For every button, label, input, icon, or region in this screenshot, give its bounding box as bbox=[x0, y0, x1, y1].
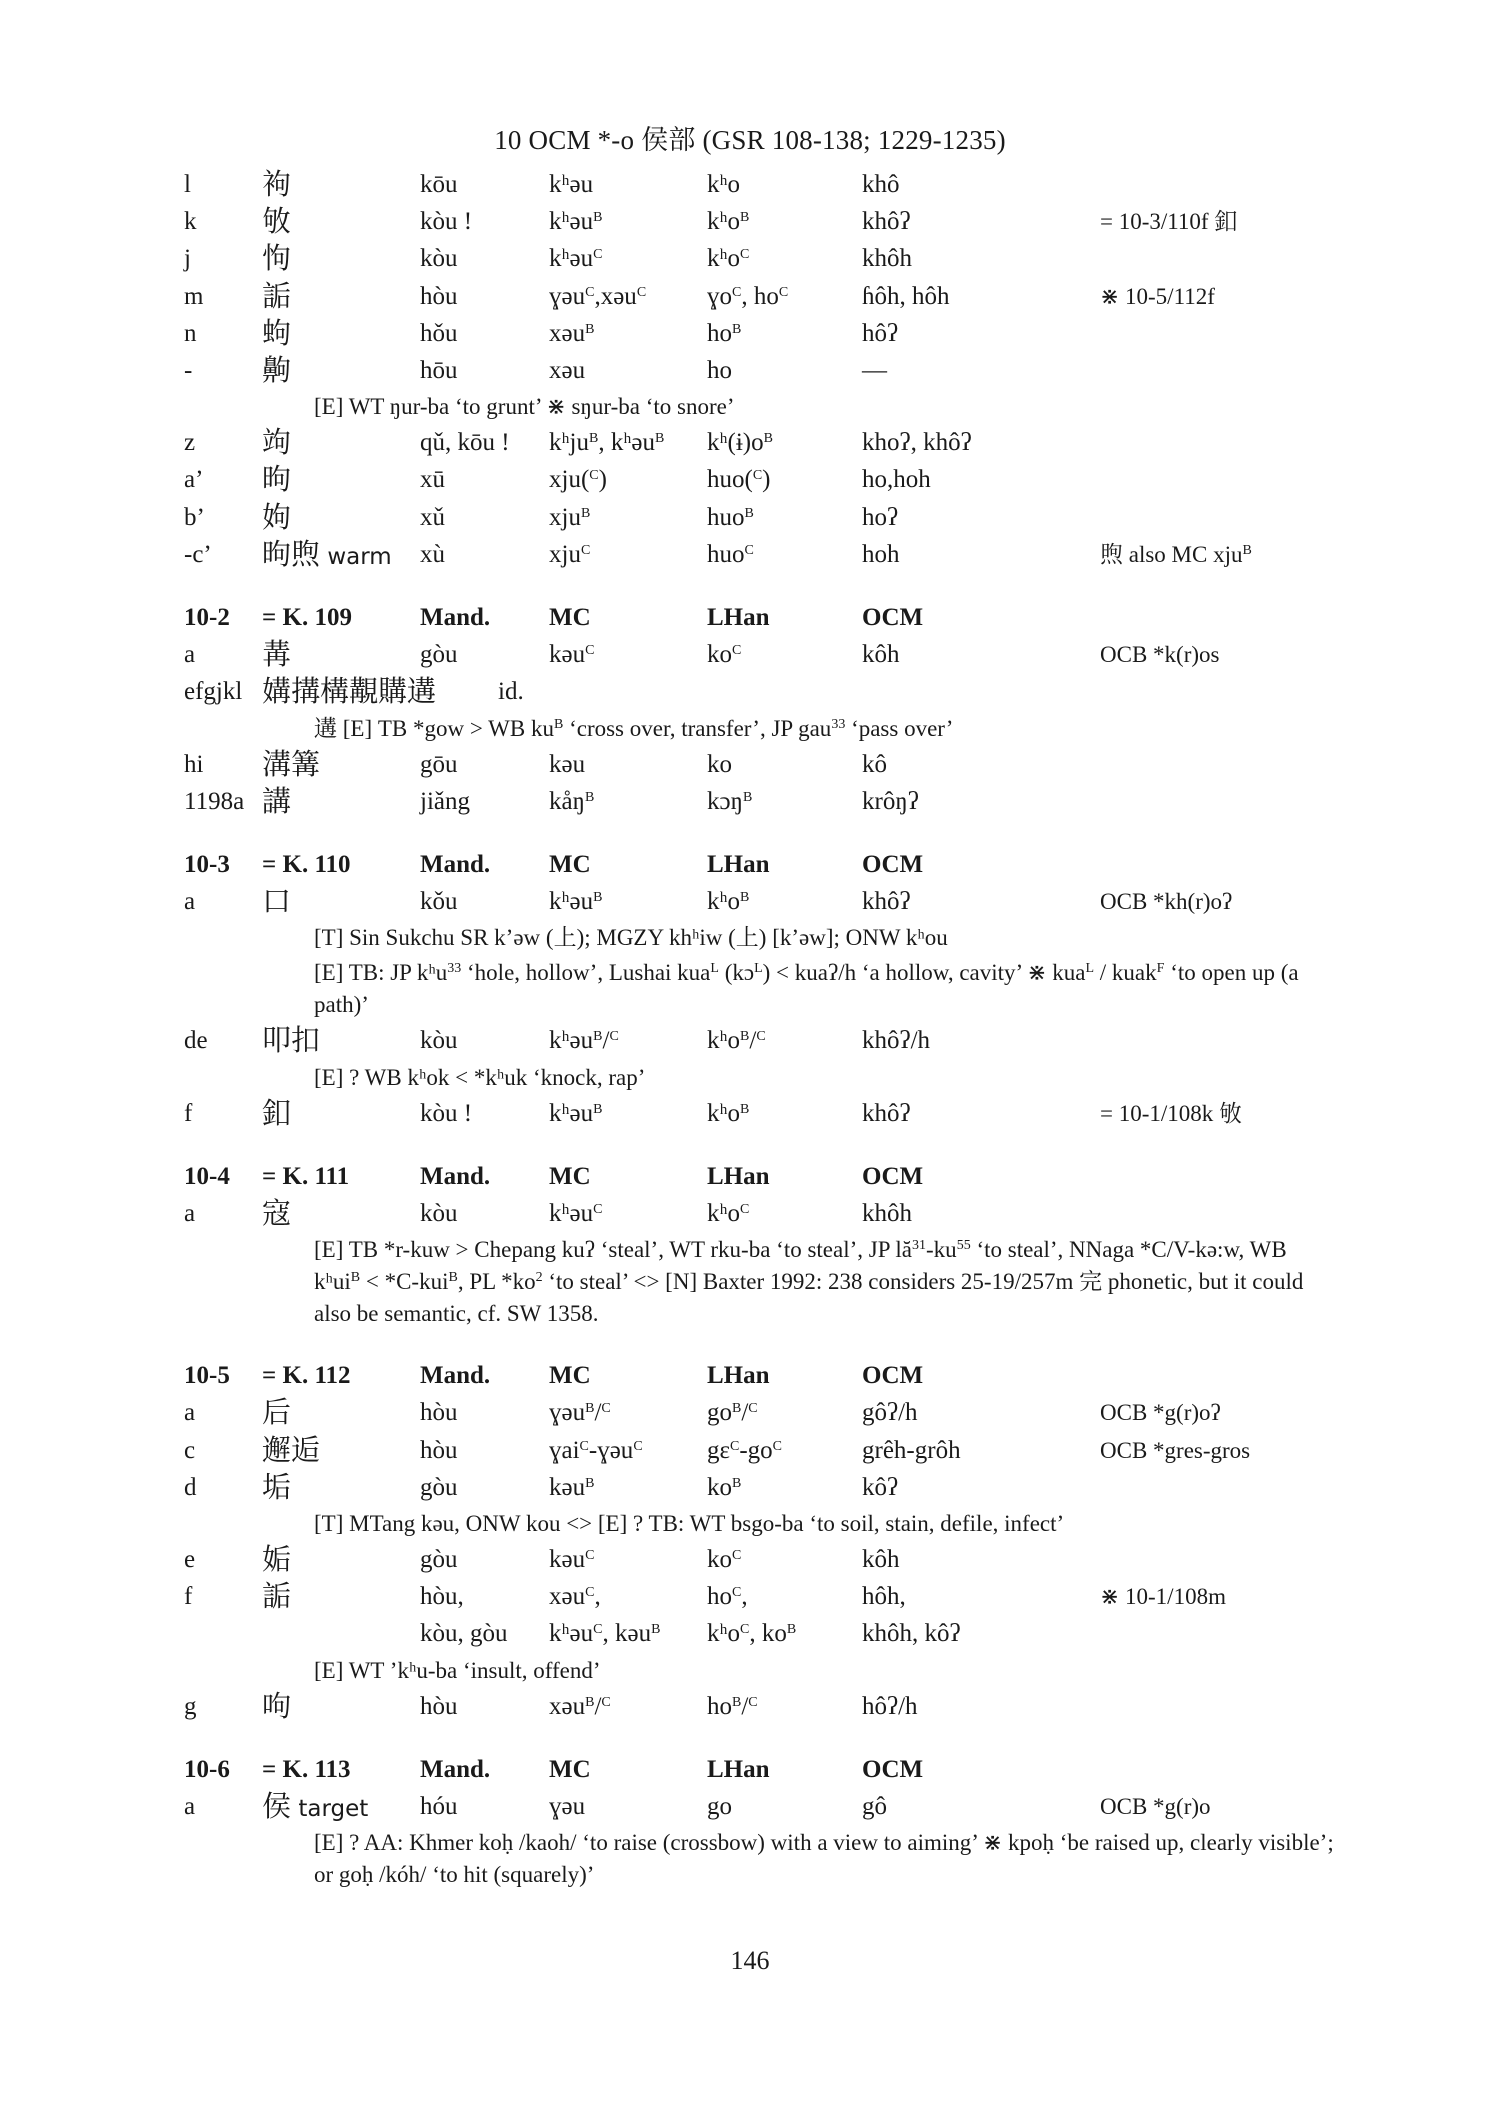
entry-later-han: $gɛ^C-go^C$ bbox=[707, 1436, 783, 1464]
entry-later-han: kʰo$^B$ bbox=[707, 208, 750, 236]
entry-later-han: kʰo$^C$ bbox=[707, 245, 750, 273]
entry-subscript: l bbox=[184, 171, 191, 198]
entry-middle-chinese: kʰəu$^B$ bbox=[549, 208, 603, 236]
entry-middle-chinese: xju$^C$ bbox=[549, 540, 591, 568]
entry-subscript: n bbox=[184, 319, 197, 347]
karlgren-ref: = K. 111 bbox=[262, 1162, 350, 1190]
section-header-row bbox=[0, 846, 1500, 883]
entry-subscript: g bbox=[184, 1692, 197, 1720]
entry-character: 媾搆構覯購遘 bbox=[262, 674, 437, 709]
entry-later-han: huo($^C$) bbox=[707, 466, 771, 494]
karlgren-ref: = K. 112 bbox=[262, 1362, 351, 1390]
section-header-row bbox=[0, 1751, 1500, 1788]
entry-character: 后 bbox=[262, 1395, 292, 1430]
entry-note: OCB *k(r)os bbox=[1100, 642, 1220, 668]
entry-gloss: target bbox=[291, 1796, 369, 1822]
entry-mandarin: gòu bbox=[420, 641, 458, 669]
entry-character: 詬 bbox=[262, 1579, 292, 1614]
entry-character: 姤 bbox=[262, 1542, 292, 1576]
entry-gloss: warm bbox=[320, 543, 392, 570]
entry-old-chinese: hoh bbox=[862, 540, 900, 568]
karlgren-ref: = K. 109 bbox=[262, 604, 352, 631]
entry-old-chinese: kôʔ bbox=[862, 1473, 899, 1501]
entry-old-chinese: krôŋʔ bbox=[862, 787, 919, 815]
entry-row bbox=[0, 1615, 1500, 1652]
entry-middle-chinese: kʰəu$^B$/$^C$ bbox=[549, 1027, 619, 1055]
entry-row bbox=[0, 424, 1500, 461]
entry-character: 侯 target bbox=[262, 1789, 369, 1823]
entry-old-chinese: ho,hoh bbox=[862, 466, 931, 494]
entry-character: 怐 bbox=[262, 241, 292, 276]
entry-row bbox=[0, 1022, 1500, 1059]
col-head-lhan: LHan bbox=[707, 1362, 770, 1390]
col-head-lhan: LHan bbox=[707, 1755, 770, 1783]
entry-comment: [E] WT ’kʰu-ba ‘insult, offend’ bbox=[314, 1657, 601, 1683]
entry-row bbox=[0, 536, 1500, 573]
entry-character: 詬 bbox=[262, 278, 292, 313]
entry-old-chinese: khôʔ bbox=[862, 888, 911, 916]
entry-subscript: m bbox=[184, 282, 204, 310]
entry-comment: 遘 [E] TB *gow > WB $ku^B$ ‘cross over, transfer’, JP gau$^{33}$ ‘pass over’ bbox=[314, 715, 954, 741]
entry-later-han: kʰo$^C$ bbox=[707, 1200, 750, 1227]
entry-old-chinese: khôh bbox=[862, 245, 912, 273]
section-number: 10-3 bbox=[184, 851, 230, 878]
entry-middle-chinese: kʰəu$^B$ bbox=[549, 888, 603, 916]
entry-old-chinese: khô bbox=[862, 171, 900, 198]
entry-row bbox=[0, 1394, 1500, 1431]
entry-middle-chinese: xju$^B$ bbox=[549, 503, 591, 531]
entry-character: 齁 bbox=[262, 353, 292, 387]
entry-subscript: d bbox=[184, 1473, 197, 1501]
entry-old-chinese: khôʔ bbox=[862, 208, 911, 236]
entry-comment: [E] TB *r-kuw > Chepang kuʔ ‘steal’, WT rku-ba ‘to steal’, JP $lă^{31}-ku^{55}$ ‘to steal’, NNaga *C/V-kə:w, WB kʰui$^B$ < *C-kui$^B$, PL $*ko^2$ ‘to steal’ <> [N] Baxter 1992: 238 considers 25-19/257m 完 phonetic, but it could also be semantic, cf. SW 1358. bbox=[314, 1237, 1304, 1327]
entry-row bbox=[0, 240, 1500, 277]
entry-later-han: $ho^C$, bbox=[707, 1583, 748, 1611]
entry-note: 煦 also MC xju$^B$ bbox=[1100, 541, 1252, 567]
entry-middle-chinese: kəu$^C$ bbox=[549, 1546, 595, 1573]
entry-row bbox=[0, 1541, 1500, 1578]
entry-row bbox=[0, 203, 1500, 240]
entry-character: 袧 bbox=[262, 167, 292, 201]
entry-character: 冓 bbox=[262, 637, 292, 672]
entry-subscript: z bbox=[184, 429, 196, 457]
entry-mandarin: hōu bbox=[420, 357, 458, 384]
entry-character: 釦 bbox=[262, 1095, 292, 1130]
entry-row bbox=[0, 636, 1500, 673]
entry-character: 敂 bbox=[262, 204, 292, 239]
entry-later-han: kʰo$^B$ bbox=[707, 888, 750, 916]
entry-subscript: -c’ bbox=[184, 540, 212, 568]
entry-mandarin: kòu ! bbox=[420, 1099, 473, 1127]
entry-middle-chinese: ɣəu bbox=[549, 1793, 586, 1820]
entry-later-han: $ko^B$ bbox=[707, 1473, 742, 1501]
page-number: 146 bbox=[730, 1946, 770, 1975]
entry-note: = 10-1/108k 敂 bbox=[1100, 1100, 1243, 1126]
entry-row bbox=[0, 1095, 1500, 1132]
entry-row bbox=[0, 166, 1500, 203]
col-head-mand: Mand. bbox=[420, 1755, 491, 1783]
col-head-lhan: LHan bbox=[707, 1162, 770, 1190]
entry-middle-chinese: kəu bbox=[549, 750, 586, 778]
entry-note: ⋇ 10-5/112f bbox=[1100, 283, 1215, 309]
entry-row bbox=[0, 499, 1500, 536]
entry-note: OCB *gres-gros bbox=[1100, 1437, 1251, 1463]
col-head-mc: MC bbox=[549, 1162, 591, 1190]
entry-mandarin: gòu bbox=[420, 1546, 458, 1573]
entry-middle-chinese: xəu bbox=[549, 357, 586, 384]
entry-middle-chinese: kʰəu$^C$ bbox=[549, 245, 603, 273]
entry-subscript: f bbox=[184, 1099, 193, 1127]
entry-subscript: a bbox=[184, 1793, 196, 1820]
entry-mandarin: hóu bbox=[420, 1793, 458, 1820]
entry-old-chinese: gô bbox=[862, 1793, 887, 1820]
entry-subscript: hi bbox=[184, 750, 204, 778]
entry-middle-chinese: kəu$^C$ bbox=[549, 641, 595, 669]
entry-comment: [T] MTang kəu, ONW kou <> [E] ? TB: WT bsgo-ba ‘to soil, stain, defile, infect’ bbox=[314, 1511, 1065, 1536]
entry-later-han: ɣo$^C$, $ho^C$ bbox=[707, 282, 789, 310]
entry-middle-chinese: kʰəu$^C$ bbox=[549, 1200, 603, 1227]
entry-later-han: $ho^B/^C$ bbox=[707, 1692, 758, 1720]
entry-subscript: a bbox=[184, 641, 196, 669]
entry-later-han: kɔŋ$^B$ bbox=[707, 787, 753, 815]
entry-middle-chinese: kʰju$^B$, kʰəu$^B$ bbox=[549, 429, 665, 457]
entry-old-chinese: hôh, bbox=[862, 1583, 906, 1611]
entry-mandarin: hǒu bbox=[420, 319, 458, 347]
entry-old-chinese: khôh, kôʔ bbox=[862, 1620, 961, 1648]
entry-character: 口 bbox=[262, 884, 292, 919]
entry-middle-chinese: xəu$^B$/$^C$ bbox=[549, 1692, 611, 1720]
section-number: 10-2 bbox=[184, 604, 230, 631]
entry-old-chinese: hôʔ/h bbox=[862, 1692, 918, 1720]
entry-note: = 10-3/110f 釦 bbox=[1100, 209, 1238, 235]
entry-character: 昫 bbox=[262, 462, 292, 497]
entry-middle-chinese: xju($^C$) bbox=[549, 466, 607, 494]
entry-character: 寇 bbox=[262, 1196, 292, 1230]
entry-note: OCB *g(r)o bbox=[1100, 1794, 1211, 1819]
entry-note: ⋇ 10-1/108m bbox=[1100, 1584, 1226, 1610]
entry-mandarin: gōu bbox=[420, 750, 458, 778]
entry-row bbox=[0, 315, 1500, 352]
entry-later-han: kʰo$^B$ bbox=[707, 1099, 750, 1127]
col-head-mand: Mand. bbox=[420, 604, 491, 631]
entry-mandarin: qǔ, kōu ! bbox=[420, 429, 510, 457]
entry-mandarin: hòu bbox=[420, 282, 458, 310]
entry-later-han: go bbox=[707, 1793, 732, 1820]
entry-mandarin: kòu ! bbox=[420, 208, 473, 236]
entry-comment: [T] Sin Sukchu SR k’əw (上); MGZY khʰiw (上) [k’əw]; ONW kʰou bbox=[314, 925, 948, 951]
entry-later-han: $ko^C$ bbox=[707, 1546, 742, 1573]
entry-later-han: kʰo bbox=[707, 171, 741, 198]
karlgren-ref: = K. 113 bbox=[262, 1755, 351, 1783]
entry-old-chinese: grêh-grôh bbox=[862, 1436, 961, 1464]
col-head-mc: MC bbox=[549, 851, 591, 878]
entry-comment: [E] ? AA: Khmer koḥ /kaoh/ ‘to raise (crossbow) with a view to aiming’ ⋇ kpoḥ ‘be raised up, clearly visible’; or goḥ /kóh/ ‘to hit (squarely)’ bbox=[314, 1830, 1334, 1888]
entry-old-chinese: kôh bbox=[862, 641, 900, 669]
entry-mandarin: jiǎng bbox=[420, 787, 470, 815]
entry-character: 邂逅 bbox=[262, 1432, 321, 1467]
entry-subscript: f bbox=[184, 1583, 193, 1611]
entry-middle-chinese: ɣəu$^C$,xəu$^C$ bbox=[549, 282, 647, 310]
entry-row bbox=[0, 278, 1500, 315]
entry-middle-chinese: ɣəu$^B$/$^C$ bbox=[549, 1399, 611, 1427]
entry-note: OCB *g(r)oʔ bbox=[1100, 1400, 1221, 1426]
entry-row bbox=[0, 1688, 1500, 1725]
entry-comment: [E] WT ŋur-ba ‘to grunt’ ⋇ sŋur-ba ‘to snore’ bbox=[314, 394, 735, 420]
entry-row bbox=[0, 1788, 1500, 1825]
entry-mandarin: hòu bbox=[420, 1399, 458, 1427]
entry-later-han: $go^B/^C$ bbox=[707, 1399, 758, 1427]
entry-middle-chinese: kəu$^B$ bbox=[549, 1473, 595, 1501]
entry-mandarin: xǔ bbox=[420, 503, 445, 531]
entry-row bbox=[0, 1195, 1500, 1232]
col-head-ocm: OCM bbox=[862, 1362, 924, 1390]
section-header-row bbox=[0, 599, 1500, 636]
entry-later-han: huo$^B$ bbox=[707, 503, 754, 531]
entry-mandarin: xū bbox=[420, 466, 445, 494]
col-head-lhan: LHan bbox=[707, 851, 770, 878]
entry-row bbox=[0, 673, 1500, 710]
entry-middle-chinese: xəu$^B$ bbox=[549, 319, 595, 347]
entry-later-han: ho bbox=[707, 357, 732, 384]
col-head-mc: MC bbox=[549, 1755, 591, 1783]
entry-middle-chinese: kʰəu bbox=[549, 171, 594, 198]
entry-row bbox=[0, 461, 1500, 498]
section-number: 10-4 bbox=[184, 1162, 230, 1190]
entry-mandarin: id. bbox=[498, 678, 524, 706]
entry-old-chinese: kô bbox=[862, 750, 887, 778]
col-head-ocm: OCM bbox=[862, 1162, 924, 1190]
entry-comment: [E] ? WB kʰok < *kʰuk ‘knock, rap’ bbox=[314, 1064, 646, 1090]
entry-subscript: k bbox=[184, 208, 197, 236]
entry-character: 溝篝 bbox=[262, 746, 321, 781]
page-header: 10 OCM *-o 侯部 (GSR 108-138; 1229-1235) bbox=[494, 125, 1006, 155]
entry-mandarin: kòu bbox=[420, 245, 458, 273]
entry-subscript: c bbox=[184, 1436, 196, 1464]
entry-character: 垢 bbox=[262, 1469, 292, 1504]
entry-row bbox=[0, 1578, 1500, 1615]
entry-row bbox=[0, 783, 1500, 820]
entry-old-chinese: gôʔ/h bbox=[862, 1399, 918, 1427]
entry-mandarin: hòu, bbox=[420, 1583, 464, 1611]
col-head-mand: Mand. bbox=[420, 1162, 491, 1190]
entry-character: 蚼 bbox=[262, 315, 292, 350]
entry-later-han: $kʰ(ɨ)o^B$ bbox=[707, 429, 773, 457]
section-header-row bbox=[0, 1357, 1500, 1394]
section-number: 10-6 bbox=[184, 1755, 230, 1783]
col-head-mand: Mand. bbox=[420, 851, 491, 878]
entry-row bbox=[0, 1432, 1500, 1469]
col-head-mc: MC bbox=[549, 1362, 591, 1390]
entry-middle-chinese: kåŋ$^B$ bbox=[549, 787, 595, 815]
entry-subscript: a bbox=[184, 1200, 196, 1227]
entry-later-han: huo$^C$ bbox=[707, 540, 754, 568]
entry-row bbox=[0, 746, 1500, 783]
entry-mandarin: kòu bbox=[420, 1027, 458, 1055]
entry-mandarin: xù bbox=[420, 540, 445, 568]
col-head-lhan: LHan bbox=[707, 604, 770, 631]
entry-mandarin: hòu bbox=[420, 1436, 458, 1464]
entry-old-chinese: khôʔ/h bbox=[862, 1027, 931, 1055]
entry-old-chinese: khôh bbox=[862, 1200, 912, 1227]
entry-old-chinese: khôʔ bbox=[862, 1099, 911, 1127]
entry-later-han: $ho^B$ bbox=[707, 319, 742, 347]
entry-subscript: e bbox=[184, 1546, 196, 1573]
col-head-ocm: OCM bbox=[862, 1755, 924, 1783]
entry-old-chinese: ɦôh, hôh bbox=[862, 282, 950, 310]
col-head-mc: MC bbox=[549, 604, 591, 631]
entry-old-chinese: khoʔ, khôʔ bbox=[862, 429, 972, 457]
karlgren-ref: = K. 110 bbox=[262, 851, 351, 878]
entry-character: 叩扣 bbox=[262, 1023, 321, 1058]
col-head-mand: Mand. bbox=[420, 1362, 491, 1390]
entry-character: 講 bbox=[262, 783, 292, 818]
entry-old-chinese: kôh bbox=[862, 1546, 900, 1573]
entry-character: 昫煦 warm bbox=[262, 536, 392, 571]
entry-subscript: a bbox=[184, 888, 196, 916]
entry-middle-chinese: kʰəu$^C$, kəu$^B$ bbox=[549, 1620, 661, 1648]
entry-middle-chinese: ɣai$^C$-ɣəu$^C$ bbox=[549, 1436, 643, 1464]
entry-row bbox=[0, 883, 1500, 920]
entry-character: 竘 bbox=[262, 425, 292, 460]
entry-old-chinese: — bbox=[862, 357, 887, 384]
entry-row bbox=[0, 1469, 1500, 1506]
entry-mandarin: gòu bbox=[420, 1473, 458, 1501]
entry-subscript: efgjkl bbox=[184, 678, 243, 706]
entry-mandarin: kǒu bbox=[420, 888, 458, 916]
entry-middle-chinese: xəu$^C$, bbox=[549, 1583, 601, 1611]
col-head-ocm: OCM bbox=[862, 604, 924, 631]
entry-row bbox=[0, 352, 1500, 389]
entry-later-han: ko bbox=[707, 750, 732, 778]
entry-character: 姁 bbox=[262, 499, 292, 534]
entry-character: 呴 bbox=[262, 1688, 292, 1723]
entry-mandarin: kōu bbox=[420, 171, 458, 198]
entry-later-han: $ko^C$ bbox=[707, 641, 742, 669]
entry-subscript: a’ bbox=[184, 466, 204, 494]
col-head-ocm: OCM bbox=[862, 851, 924, 878]
entry-subscript: j bbox=[184, 245, 191, 273]
entry-later-han: kʰo$^C$, $ko^B$ bbox=[707, 1620, 797, 1648]
section-header-row bbox=[0, 1158, 1500, 1195]
entry-subscript: - bbox=[184, 357, 193, 384]
entry-mandarin: kòu, gòu bbox=[420, 1620, 508, 1648]
entry-old-chinese: hôʔ bbox=[862, 319, 899, 347]
entry-later-han: kʰo$^B$/$^C$ bbox=[707, 1027, 766, 1055]
entry-comment: [E] TB: JP kʰu$^{33}$ ‘hole, hollow’, Lushai kua$^L$ (kɔ$^L$) < kuaʔ/h ‘a hollow, cavity’ ⋇ kua$^L$ / kuak$^F$ ‘to open up (a path)’ bbox=[314, 960, 1299, 1018]
entry-subscript: a bbox=[184, 1399, 196, 1427]
entry-mandarin: kòu bbox=[420, 1200, 458, 1227]
entry-subscript: de bbox=[184, 1027, 208, 1055]
entry-note: OCB *kh(r)oʔ bbox=[1100, 889, 1233, 915]
entry-subscript: b’ bbox=[184, 503, 205, 531]
entry-old-chinese: hoʔ bbox=[862, 503, 899, 531]
section-number: 10-5 bbox=[184, 1362, 230, 1390]
entry-mandarin: hòu bbox=[420, 1692, 458, 1720]
entry-middle-chinese: kʰəu$^B$ bbox=[549, 1099, 603, 1127]
entry-subscript: 1198a bbox=[184, 787, 245, 815]
